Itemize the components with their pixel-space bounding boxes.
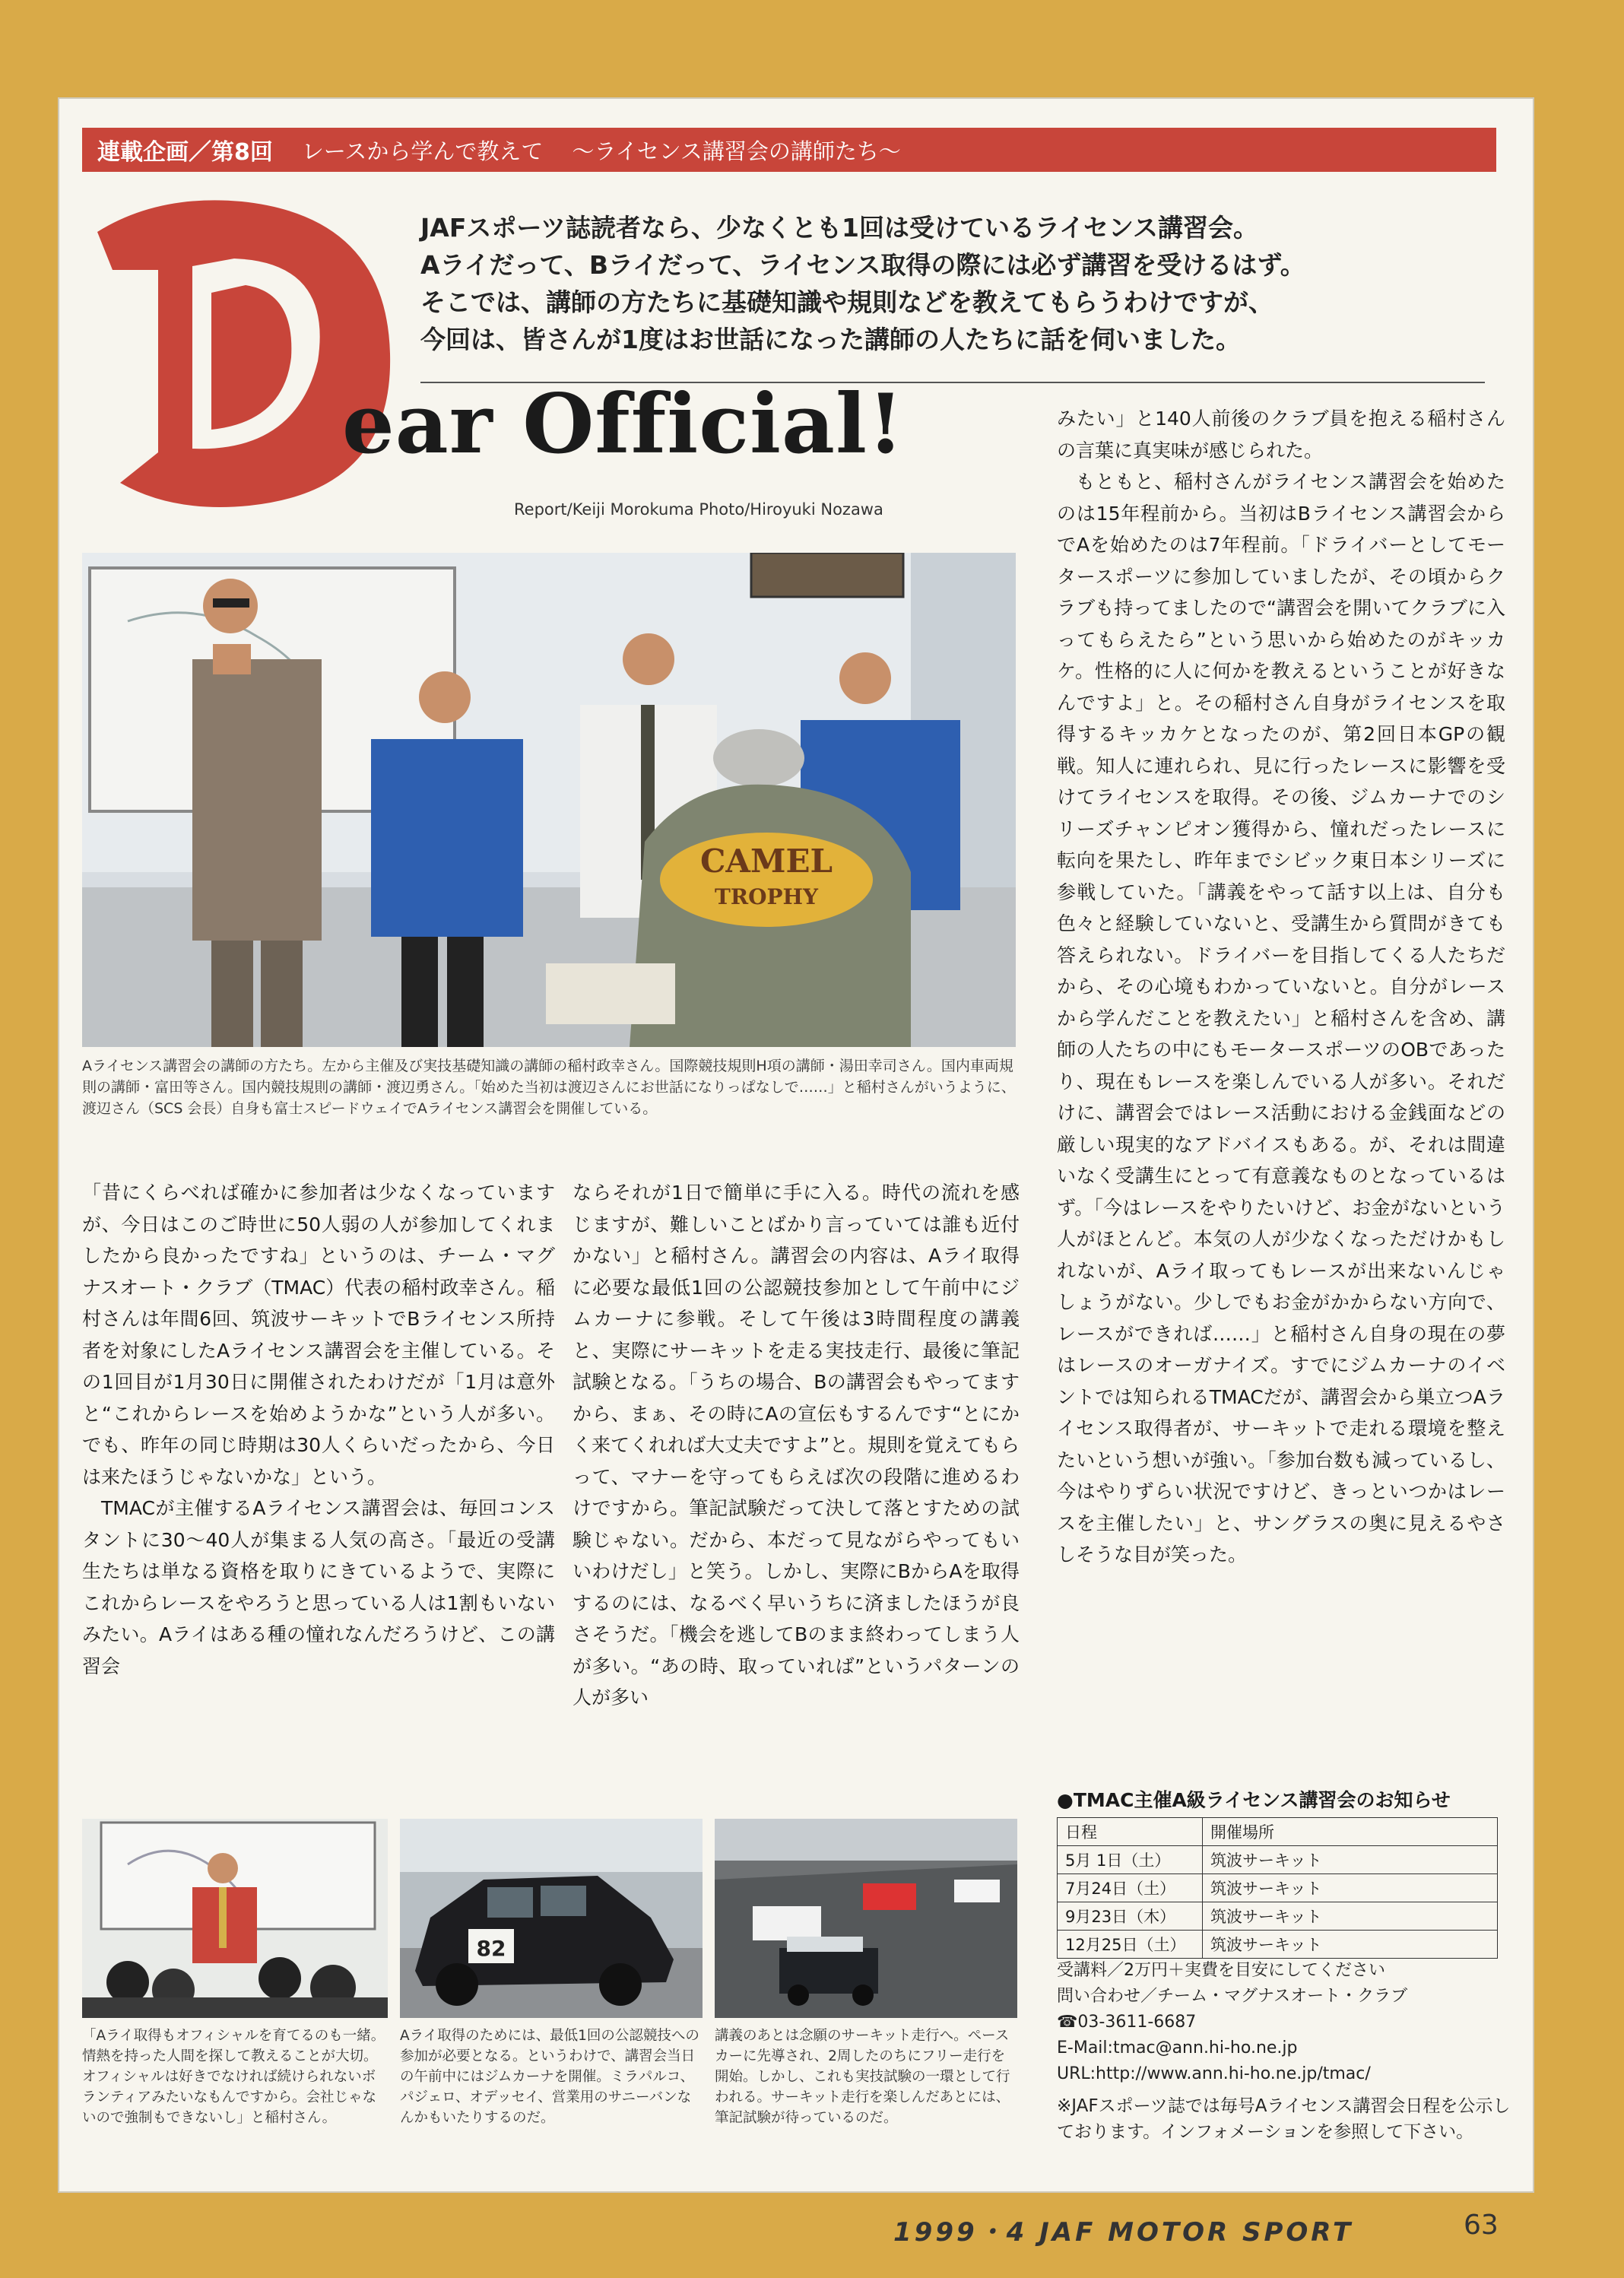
big-initial-d: [67, 179, 417, 528]
intro-line: そこでは、講師の方たちに基礎知識や規則などを教えてもらうわけですが、: [420, 287, 1274, 317]
page-number: 63: [1464, 2210, 1499, 2241]
email-address[interactable]: E-Mail:tmac@ann.hi-ho.ne.jp: [1057, 2038, 1298, 2057]
paragraph: TMACが主催するAライセンス講習会は、毎回コンスタントに30～40人が集まる人気の高さ。「最近の受講生たちは単なる資格を取りにきているようで、実際にこれからレースをやろうと思っている人は1割もいないみたい。Aライはある種の憧れなんだろうけど、この講習会: [82, 1497, 555, 1677]
phone-number: ☎03-3611-6687: [1057, 2013, 1197, 2032]
body-column-2: [573, 1177, 1020, 1714]
gymkhana-caption: Aライ取得のためには、最低1回の公認競技への参加が必要となる。というわけで、講習会当日の午前中にはジムカーナを開催。ミラパルコ、パジェロ、オデッセイ、営業用のサニーバンなんかもいたりするのだ。: [400, 2028, 699, 2126]
schedule-venue: 筑波サーキット: [1203, 1902, 1498, 1931]
paragraph: ならそれが1日で簡単に手に入る。時代の流れを感じますが、難しいことばかり言っていては誰も近付かない」と稲村さん。講習会の内容は、Aライ取得に必要な最低1回の公認競技参加として午前中にジムカーナに参戦。そして午後は3時間程度の講義と、実際にサーキットを走る実技走行、最後に筆記試験となる。「うちの場合、Bの講習会もやってますから、まぁ、その時にAの宣伝もするんです“とにかく来てくれれば大丈夫ですよ”と。規則を覚えてもらって、マナーを守ってもらえば次の段階に進めるわけですから。筆記試験だって決して落とすための試験じゃない。だから、本だって見ながらやってもいいわけだし」と笑う。しかし、実際にBからAを取得するのには、なるべく早いうちに済ましたほうが良さそうだ。「機会を逃してBのまま終わってしまう人が多い。“あの時、取っていれば”というパターンの人が多い: [573, 1182, 1020, 1708]
intro-line: JAFスポーツ誌読者なら、少なくとも1回は受けているライセンス講習会。: [420, 213, 1259, 243]
schedule-venue: 筑波サーキット: [1203, 1846, 1498, 1874]
schedule-date: 7月24日（土）: [1058, 1874, 1203, 1902]
photo-gymkhana-car: [400, 1819, 703, 2018]
body-column-3: [1057, 403, 1505, 1571]
schedule-note: ※JAFスポーツ誌では毎号Aライセンス講習会日程を公示しております。インフォメーションを参照して下さい。: [1057, 2096, 1511, 2142]
schedule-date: 9月23日（木）: [1058, 1902, 1203, 1931]
photo-circuit-run: [715, 1819, 1017, 2018]
website-url[interactable]: URL:http://www.ann.hi-ho.ne.jp/tmac/: [1057, 2064, 1371, 2083]
table-row: [1058, 1874, 1498, 1902]
jacket-text-trophy: TROPHY: [715, 884, 818, 909]
magazine-page: [59, 99, 1533, 2191]
table-row: [1058, 1846, 1498, 1874]
notice-contact-info: [1057, 1958, 1513, 2145]
body-column-1: [82, 1177, 555, 1682]
byline: Report/Keiji Morokuma Photo/Hiroyuki Nozawa: [514, 500, 883, 519]
schedule-date: 12月25日（土）: [1058, 1931, 1203, 1959]
schedule-date: 5月 1日（土）: [1058, 1846, 1203, 1874]
magazine-issue: 1999・4 JAF MOTOR SPORT: [893, 2217, 1354, 2248]
photo-lecture: [82, 1819, 388, 2018]
series-banner: [82, 128, 1496, 172]
intro-line: Aライだって、Bライだって、ライセンス取得の際には必ず講習を受けるはず。: [420, 250, 1305, 280]
license-course-notice: [1057, 1785, 1513, 1959]
series-label: レースから学んで教えて: [301, 138, 544, 164]
notice-title: ●TMAC主催A級ライセンス講習会のお知らせ: [1057, 1789, 1451, 1811]
series-number: 連載企画／第8回: [97, 139, 273, 166]
schedule-venue: 筑波サーキット: [1203, 1874, 1498, 1902]
fee-text: 受講料／2万円＋実費を目安にしてください: [1057, 1961, 1385, 1980]
lecture-caption: 「Aライ取得もオフィシャルを育てるのも一緒。情熱を持った人間を探して教えることが大切。オフィシャルは好きでなければ続けられないボランティアみたいなもんですから。会社じゃないので強制もできないし」と稲村さん。: [82, 2028, 385, 2126]
schedule-table: [1057, 1817, 1498, 1959]
paragraph: もともと、稲村さんがライセンス講習会を始めたのは15年程前から。当初はBライセンス講習会からでAを始めたのは7年程前。「ドライバーとしてモータースポーツに参加していましたが、その頃からクラブも持ってましたので“講習会を開いてクラブに入ってもらえたら”という思いから始めたのがキッカケ。性格的に人に何かを教えるということが好きなんですよ」と。その稲村さん自身がライセンスを取得するキッカケとなったのが、第2回日本GPの観戦。知人に連れられ、見に行ったレースに影響を受けてライセンスを取得。その後、ジムカーナでのシリーズチャンピオン獲得から、憧れだったレースに転向を果たし、昨年までシビック東日本シリーズに参戦していた。「講義をやって話す以上は、自分も色々と経験していないと、受講生から質問がきても答えられない。ドライバーを目指してくる人たちだから、その心境もわかっていないと。自分がレースから学んだことを教えたい」と稲村さんを含め、講師の人たちの中にもモータースポーツのOBであったり、現在もレースを楽しんでいる人が多い。それだけに、講習会ではレース活動における金銭面などの厳しい現実的なアドバイスもある。が、それは間違いなく受講生にとって有意義なものとなっているはず。「今はレースをやりたいけど、お金がないという人がほとんど。本気の人が少なくなっただけかもしれないが、Aライ取ってもレースが出来ないんじゃしょうがない。少しでもお金がかからない方向で、レースができれば……」と稲村さん自身の現在の夢はレースのオーガナイズ。すでにジムカーナのイベントでは知られるTMACだが、講習会から巣立つAライセンス取得者が、サーキットで走れる環境を整えたいという想いが強い。「参加台数も減っているし、今はやりずらい状況ですけど、きっといつかはレースを主催したい」と、サングラスの奥に見えるやさしそうな目が笑った。: [1057, 471, 1505, 1566]
main-photo-caption: Aライセンス講習会の講師の方たち。左から主催及び実技基礎知識の講師の稲村政幸さん。国際競技規則H項の講師・湯田幸司さん。国内車両規則の講師・富田等さん。国内競技規則の講師・渡辺勇さん。「始めた当初は渡辺さんにお世話になりっぱなしで……」と稲村さんがいうように、渡辺さん（SCS 会長）自身も富士スピードウェイでAライセンス講習会を開催している。: [82, 1058, 1016, 1117]
column-header-venue: 開催場所: [1203, 1818, 1498, 1846]
intro-line: 今回は、皆さんが1度はお世話になった講師の人たちに話を伺いました。: [420, 325, 1241, 354]
circuit-caption: 講義のあとは念願のサーキット走行へ。ペースカーに先導され、2周したのちにフリー走行を開始。しかし、これも実技試験の一環として行われる。サーキット走行を楽しんだあとには、筆記試験が待っているのだ。: [715, 2028, 1010, 2126]
column-header-date: 日程: [1058, 1818, 1203, 1846]
paragraph: 「昔にくらべれば確かに参加者は少なくなっていますが、今日はこのご時世に50人弱の人が参加してくれましたから良かったですね」というのは、チーム・マグナスオート・クラブ（TMAC）代表の稲村政幸さん。稲村さんは年間6回、筑波サーキットでBライセンス所持者を対象にしたAライセンス講習会を主催している。その1回目が1月30日に開催されたわけだが「1月は意外と“これからレースを始めようかな”という人が多い。でも、昨年の同じ時期は30人くらいだったから、今日は来たほうじゃないかな」という。: [82, 1182, 555, 1488]
schedule-venue: 筑波サーキット: [1203, 1931, 1498, 1959]
main-photo: [82, 553, 1016, 1047]
table-header-row: [1058, 1818, 1498, 1846]
jacket-text-camel: CAMEL: [699, 842, 833, 880]
intro-lead: [420, 209, 1470, 358]
table-row: [1058, 1902, 1498, 1931]
series-subtitle: ～ライセンス講習会の講師たち～: [572, 138, 901, 164]
article-title: ear Official!: [342, 376, 905, 472]
table-row: [1058, 1931, 1498, 1959]
contact-text: 問い合わせ／チーム・マグナスオート・クラブ: [1057, 1987, 1408, 2006]
paragraph: みたい」と140人前後のクラブ員を抱える稲村さんの言葉に真実味が感じられた。: [1057, 408, 1505, 462]
car-number: 82: [476, 1936, 506, 1961]
